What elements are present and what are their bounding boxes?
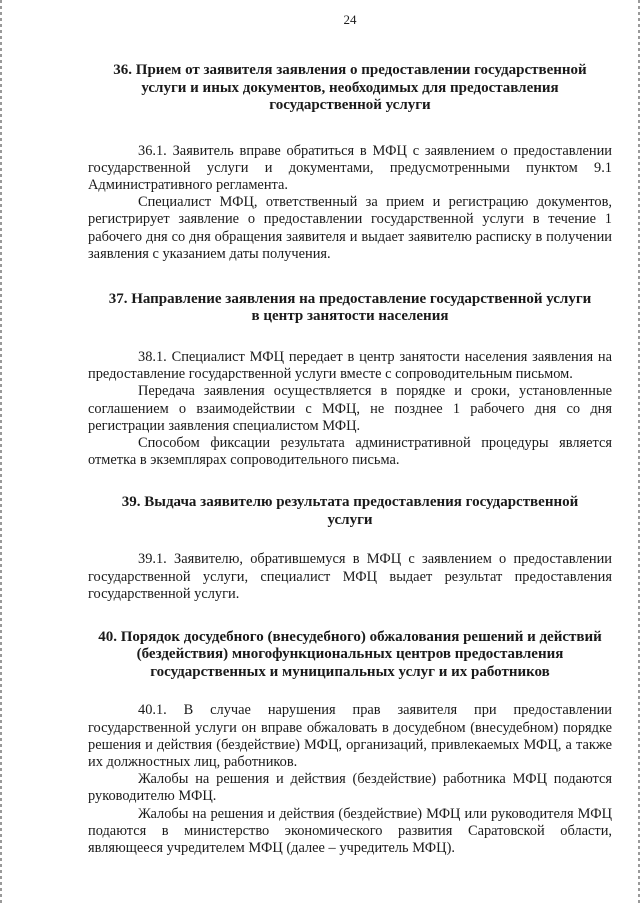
page-number: 24 — [343, 12, 357, 27]
paragraph: 40.1. В случае нарушения прав заявителя при предоставлении государственной услуги он вправе обжаловать в досудебном (внесудебном) порядке решения и действия (бездействие) МФЦ, организаций, привлекаемых МФЦ, а также их должностных лиц, работников. — [88, 702, 612, 771]
paragraph: Жалобы на решения и действия (бездействие) МФЦ или руководителя МФЦ подаются в министерство экономического развития Саратовской области, являющееся учредителем МФЦ (далее – учредитель МФЦ). — [88, 805, 612, 857]
paragraph: Способом фиксации результата административной процедуры является отметка в экземплярах сопроводительного письма. — [88, 434, 612, 469]
paragraph: 36.1. Заявитель вправе обратиться в МФЦ с заявлением о предоставлении государственной услуги и документами, предусмотренными пунктом 9.1 Административного регламента. — [88, 142, 612, 193]
section-heading: 36. Прием от заявителя заявления о предоставлении государственной услуги и иных документов, необходимых для предоставления государственной услуги — [113, 62, 587, 113]
section-39 — [88, 494, 612, 603]
section-40 — [88, 629, 612, 857]
section-body — [88, 551, 612, 603]
section-body — [88, 349, 612, 469]
section-36 — [88, 62, 612, 263]
section-body — [88, 702, 612, 857]
paragraph: Передача заявления осуществляется в порядке и сроки, установленные соглашением о взаимодействии с МФЦ, не позднее 1 рабочего дня со дня регистрации заявления специалистом МФЦ. — [88, 383, 612, 434]
paragraph: Специалист МФЦ, ответственный за прием и регистрацию документов, регистрирует заявление о предоставлении государственной услуги в течение 1 рабочего дня со дня обращения заявителя и выдает заявителю расписку в получении заявления с указанием даты получения. — [88, 194, 612, 262]
section-heading: 40. Порядок досудебного (внесудебного) обжалования решений и действий (бездействия) многофункциональных центров предоставления государственных и муниципальных услуг и их работников — [98, 628, 602, 680]
section-37 — [88, 291, 612, 469]
section-heading: 39. Выдача заявителю результата предоставления государственной услуги — [121, 494, 579, 528]
paragraph: Жалобы на решения и действия (бездействие) работника МФЦ подаются руководителю МФЦ. — [88, 771, 612, 805]
section-heading: 37. Направление заявления на предоставление государственной услуги в центр занятости населения — [108, 290, 592, 325]
paragraph: 39.1. Заявителю, обратившемуся в МФЦ с заявлением о предоставлении государственной услуги, специалист МФЦ выдает результат предоставления государственной услуги. — [88, 551, 612, 602]
section-body — [88, 143, 612, 263]
paragraph: 38.1. Специалист МФЦ передает в центр занятости населения заявления на предоставление государственной услуги вместе с сопроводительным письмом. — [88, 348, 612, 383]
